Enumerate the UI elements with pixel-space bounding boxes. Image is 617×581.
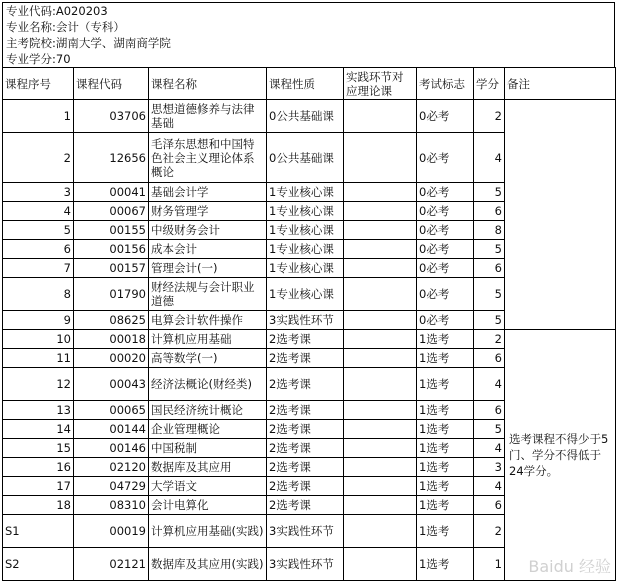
cell-nature: 3实践性环节 [267, 515, 344, 548]
cell-nature: 3实践性环节 [267, 548, 344, 581]
header-row [3, 68, 616, 100]
cell-practice [344, 240, 417, 259]
cell-exam: 1选考 [417, 515, 474, 548]
cell-code: 00018 [74, 330, 149, 349]
cell-seq: 7 [3, 259, 74, 278]
cell-nature: 1专业核心课 [267, 278, 344, 311]
cell-credit: 1 [474, 548, 505, 581]
cell-practice [344, 368, 417, 401]
cell-code: 00020 [74, 349, 149, 368]
cell-nature: 1专业核心课 [267, 183, 344, 202]
cell-practice [344, 183, 417, 202]
table-row [3, 330, 616, 349]
cell-name: 思想道德修养与法律基础 [149, 100, 267, 133]
cell-exam: 0必考 [417, 259, 474, 278]
cell-practice [344, 420, 417, 439]
cell-name: 企业管理概论 [149, 420, 267, 439]
cell-practice [344, 330, 417, 349]
cell-code: 12656 [74, 133, 149, 183]
course-sheet [2, 2, 615, 581]
cell-seq: 11 [3, 349, 74, 368]
host-schools: 主考院校:湖南大学、湖南商学院 [6, 36, 171, 50]
header-remark: 备注 [505, 68, 616, 100]
cell-credit: 4 [474, 439, 505, 458]
cell-nature: 3实践性环节 [267, 311, 344, 330]
cell-exam: 0必考 [417, 221, 474, 240]
cell-credit: 6 [474, 349, 505, 368]
header-seq: 课程序号 [3, 68, 74, 100]
cell-practice [344, 133, 417, 183]
cell-exam: 0必考 [417, 202, 474, 221]
cell-credit: 5 [474, 420, 505, 439]
cell-seq: 3 [3, 183, 74, 202]
cell-practice [344, 401, 417, 420]
cell-code: 04729 [74, 477, 149, 496]
cell-practice [344, 477, 417, 496]
cell-exam: 0必考 [417, 183, 474, 202]
cell-nature: 2选考课 [267, 439, 344, 458]
cell-exam: 1选考 [417, 330, 474, 349]
cell-credit: 5 [474, 183, 505, 202]
cell-name: 中国税制 [149, 439, 267, 458]
cell-name: 毛泽东思想和中国特色社会主义理论体系概论 [149, 133, 267, 183]
cell-name: 大学语文 [149, 477, 267, 496]
cell-code: 00019 [74, 515, 149, 548]
cell-nature: 1专业核心课 [267, 259, 344, 278]
cell-exam: 1选考 [417, 368, 474, 401]
header-exam: 考试标志 [417, 68, 474, 100]
cell-name: 国民经济统计概论 [149, 401, 267, 420]
cell-nature: 2选考课 [267, 330, 344, 349]
cell-practice [344, 548, 417, 581]
cell-exam: 1选考 [417, 477, 474, 496]
cell-exam: 1选考 [417, 420, 474, 439]
cell-name: 基础会计学 [149, 183, 267, 202]
cell-credit: 5 [474, 311, 505, 330]
cell-code: 08310 [74, 496, 149, 515]
cell-credit: 5 [474, 278, 505, 311]
header-name: 课程名称 [149, 68, 267, 100]
cell-practice [344, 349, 417, 368]
cell-nature: 2选考课 [267, 420, 344, 439]
cell-exam: 1选考 [417, 496, 474, 515]
cell-nature: 2选考课 [267, 477, 344, 496]
cell-practice [344, 311, 417, 330]
cell-credit: 6 [474, 202, 505, 221]
program-code: 专业代码:A020203 [6, 4, 108, 18]
cell-remark-blank [505, 100, 616, 330]
cell-seq: S1 [3, 515, 74, 548]
cell-code: 02120 [74, 458, 149, 477]
cell-practice [344, 100, 417, 133]
cell-seq: 4 [3, 202, 74, 221]
cell-nature: 0公共基础课 [267, 133, 344, 183]
cell-credit: 6 [474, 496, 505, 515]
cell-code: 00146 [74, 439, 149, 458]
cell-code: 00065 [74, 401, 149, 420]
cell-credit: 6 [474, 401, 505, 420]
watermark-logo: Baidu 经验 [528, 557, 611, 576]
cell-exam: 1选考 [417, 401, 474, 420]
cell-exam: 1选考 [417, 548, 474, 581]
header-code: 课程代码 [74, 68, 149, 100]
cell-seq: 12 [3, 368, 74, 401]
cell-code: 00157 [74, 259, 149, 278]
cell-code: 08625 [74, 311, 149, 330]
cell-seq: 8 [3, 278, 74, 311]
cell-name: 财经法规与会计职业道德 [149, 278, 267, 311]
cell-seq: 14 [3, 420, 74, 439]
cell-exam: 0必考 [417, 240, 474, 259]
cell-credit: 3 [474, 458, 505, 477]
cell-code: 00043 [74, 368, 149, 401]
cell-code: 03706 [74, 100, 149, 133]
cell-code: 00067 [74, 202, 149, 221]
cell-name: 成本会计 [149, 240, 267, 259]
cell-seq: 17 [3, 477, 74, 496]
cell-nature: 2选考课 [267, 496, 344, 515]
cell-name: 高等数学(一) [149, 349, 267, 368]
cell-credit: 2 [474, 330, 505, 349]
remark-note: 选考课程不得少于5门、学分不得低于24学分。 [505, 330, 616, 581]
cell-practice [344, 221, 417, 240]
cell-seq: 6 [3, 240, 74, 259]
cell-exam: 0必考 [417, 100, 474, 133]
cell-name: 会计电算化 [149, 496, 267, 515]
cell-exam: 0必考 [417, 133, 474, 183]
cell-credit: 5 [474, 240, 505, 259]
cell-credit: 8 [474, 221, 505, 240]
cell-seq: 13 [3, 401, 74, 420]
cell-code: 00156 [74, 240, 149, 259]
cell-code: 00144 [74, 420, 149, 439]
cell-credit: 6 [474, 259, 505, 278]
cell-seq: 10 [3, 330, 74, 349]
header-practice: 实践环节对应理论课 [344, 68, 417, 100]
cell-seq: 18 [3, 496, 74, 515]
cell-code: 01790 [74, 278, 149, 311]
cell-name: 管理会计(一) [149, 259, 267, 278]
program-credits: 专业学分:70 [6, 52, 71, 66]
cell-name: 电算会计软件操作 [149, 311, 267, 330]
cell-practice [344, 278, 417, 311]
cell-nature: 2选考课 [267, 368, 344, 401]
cell-code: 00155 [74, 221, 149, 240]
cell-credit: 2 [474, 100, 505, 133]
cell-credit: 4 [474, 133, 505, 183]
cell-practice [344, 458, 417, 477]
cell-exam: 0必考 [417, 278, 474, 311]
cell-seq: 15 [3, 439, 74, 458]
cell-practice [344, 259, 417, 278]
header-nature: 课程性质 [267, 68, 344, 100]
cell-nature: 1专业核心课 [267, 202, 344, 221]
program-name: 专业名称:会计（专科） [6, 20, 125, 34]
cell-credit: 4 [474, 368, 505, 401]
cell-exam: 0必考 [417, 311, 474, 330]
cell-practice [344, 515, 417, 548]
cell-nature: 1专业核心课 [267, 240, 344, 259]
cell-nature: 1专业核心课 [267, 221, 344, 240]
cell-seq: 16 [3, 458, 74, 477]
cell-exam: 1选考 [417, 439, 474, 458]
cell-seq: S2 [3, 548, 74, 581]
cell-name: 数据库及其应用 [149, 458, 267, 477]
cell-name: 计算机应用基础(实践) [149, 515, 267, 548]
cell-credit: 4 [474, 477, 505, 496]
cell-name: 计算机应用基础 [149, 330, 267, 349]
cell-nature: 2选考课 [267, 458, 344, 477]
cell-practice [344, 439, 417, 458]
cell-code: 02121 [74, 548, 149, 581]
program-info [2, 2, 615, 67]
table-row [3, 100, 616, 133]
cell-nature: 0公共基础课 [267, 100, 344, 133]
cell-name: 中级财务会计 [149, 221, 267, 240]
cell-practice [344, 496, 417, 515]
cell-exam: 1选考 [417, 349, 474, 368]
cell-nature: 2选考课 [267, 401, 344, 420]
cell-nature: 2选考课 [267, 349, 344, 368]
cell-name: 财务管理学 [149, 202, 267, 221]
cell-credit: 2 [474, 515, 505, 548]
cell-name: 经济法概论(财经类) [149, 368, 267, 401]
cell-name: 数据库及其应用(实践) [149, 548, 267, 581]
cell-seq: 2 [3, 133, 74, 183]
cell-seq: 1 [3, 100, 74, 133]
cell-seq: 5 [3, 221, 74, 240]
cell-seq: 9 [3, 311, 74, 330]
cell-practice [344, 202, 417, 221]
header-credit: 学分 [474, 68, 505, 100]
cell-exam: 1选考 [417, 458, 474, 477]
course-table [2, 67, 616, 581]
cell-code: 00041 [74, 183, 149, 202]
